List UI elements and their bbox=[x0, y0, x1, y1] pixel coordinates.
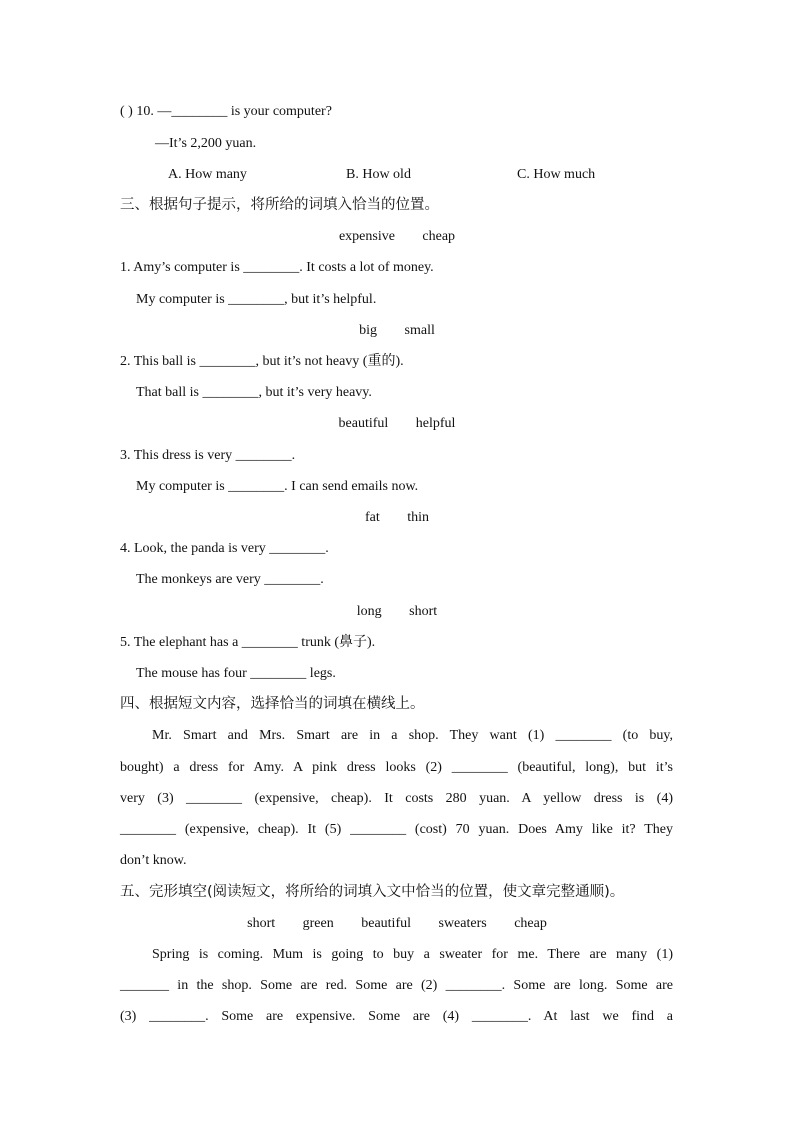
word-bank-5: long short bbox=[356, 604, 438, 619]
s3-item2-line2: That ball is ________, but it’s very heavy. bbox=[136, 385, 372, 400]
section3-heading: 三、根据句子提示，将所给的词填入恰当的位置。 bbox=[120, 197, 439, 213]
s3-item2-line1: 2. This ball is ________, but it’s not heavy (重的). bbox=[120, 354, 404, 369]
word-bank-4: fat thin bbox=[364, 510, 430, 525]
q10-option-b: B. How old bbox=[346, 167, 411, 182]
s5-passage-line3: (3) ________. Some are expensive. Some are (4) ________. At last we find a bbox=[120, 1009, 673, 1024]
s5-passage-line1: Spring is coming. Mum is going to buy a sweater for me. There are many (1) bbox=[152, 947, 673, 962]
s5-word-bank: short green beautiful sweaters cheap bbox=[247, 916, 547, 931]
section5-heading: 五、完形填空(阅读短文，将所给的词填入文中恰当的位置，使文章完整通顺)。 bbox=[120, 884, 625, 900]
s4-passage-line3: very (3) ________ (expensive, cheap). It costs 280 yuan. A yellow dress is (4) bbox=[120, 791, 673, 806]
s5-passage-line2: _______ in the shop. Some are red. Some are (2) ________. Some are long. Some are bbox=[120, 978, 673, 993]
s3-item1-line1: 1. Amy’s computer is ________. It costs a lot of money. bbox=[120, 260, 434, 275]
q10-option-a: A. How many bbox=[168, 167, 247, 182]
s4-passage-line2: bought) a dress for Amy. A pink dress looks (2) ________ (beautiful, long), but it’s bbox=[120, 760, 673, 775]
s3-item4-line1: 4. Look, the panda is very ________. bbox=[120, 541, 329, 556]
q10-option-c: C. How much bbox=[517, 167, 596, 182]
s3-item4-line2: The monkeys are very ________. bbox=[136, 572, 324, 587]
word-bank-3: beautiful helpful bbox=[338, 416, 456, 431]
q10-answer: —It’s 2,200 yuan. bbox=[155, 136, 257, 151]
s3-item5-line2: The mouse has four ________ legs. bbox=[136, 666, 336, 681]
section4-heading: 四、根据短文内容，选择恰当的词填在横线上。 bbox=[120, 696, 425, 712]
s3-item5-line1: 5. The elephant has a ________ trunk (鼻子). bbox=[120, 635, 376, 650]
s3-item3-line1: 3. This dress is very ________. bbox=[120, 448, 296, 463]
s4-passage-line5: don’t know. bbox=[120, 853, 187, 868]
q10-line: ( ) 10. —________ is your computer? bbox=[120, 104, 332, 119]
s4-passage-line1: Mr. Smart and Mrs. Smart are in a shop. They want (1) ________ (to buy, bbox=[152, 728, 673, 743]
s4-passage-line4: ________ (expensive, cheap). It (5) ________ (cost) 70 yuan. Does Amy like it? They bbox=[120, 822, 673, 837]
word-bank-1: expensive cheap bbox=[338, 229, 456, 244]
s3-item1-line2: My computer is ________, but it’s helpful. bbox=[136, 292, 377, 307]
word-bank-2: big small bbox=[359, 323, 435, 338]
s3-item3-line2: My computer is ________. I can send emails now. bbox=[136, 479, 419, 494]
